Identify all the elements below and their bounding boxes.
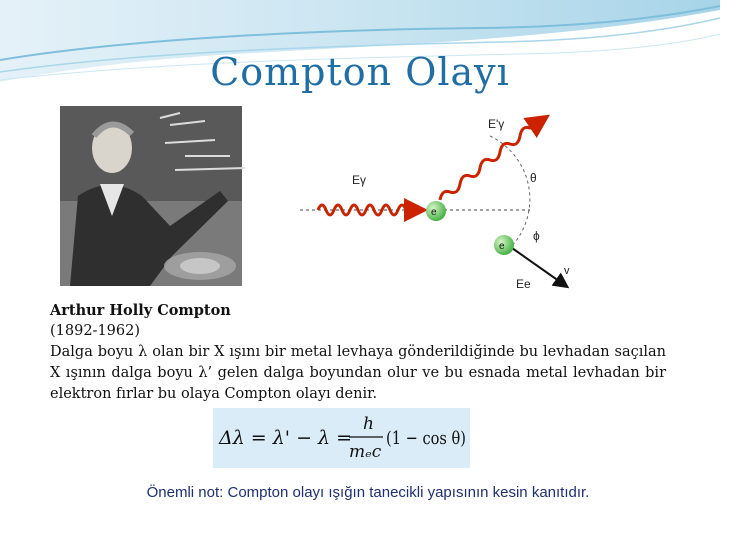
formula-denominator: mₑc bbox=[349, 442, 382, 462]
formula-lhs: Δλ = λ' − λ = bbox=[219, 427, 353, 449]
label-phi: ϕ bbox=[533, 229, 540, 243]
label-electron-initial: e bbox=[431, 207, 437, 218]
formula-numerator: h bbox=[363, 414, 374, 434]
compton-scattering-diagram bbox=[290, 108, 590, 298]
important-note: Önemli not: Compton olayı ışığın tanecikli yapısının kesin kanıtıdır. bbox=[146, 484, 590, 501]
compton-formula bbox=[213, 408, 470, 468]
label-electron-recoil: e bbox=[499, 241, 505, 252]
scientist-name: Arthur Holly Compton bbox=[50, 302, 231, 319]
page-title: Compton Olayı bbox=[210, 50, 510, 94]
compton-portrait-photo bbox=[60, 106, 242, 286]
label-scattered-photon: E'γ bbox=[488, 117, 505, 131]
formula-rhs: (1 − cos θ) bbox=[386, 428, 466, 449]
incoming-photon-wave bbox=[318, 205, 422, 215]
label-theta: θ bbox=[530, 171, 537, 185]
label-electron-energy: Ee bbox=[516, 277, 531, 291]
compton-description: Dalga boyu λ olan bir X ışını bir metal levhaya gönderildiğinde bu levhadan saçılan X ışının dalga boyu λ’ gelen dalga boyundan olur ve bu esnada metal levhadan bir elektron fırlar bu olaya Compton olayı denir. bbox=[50, 344, 666, 402]
label-incoming-photon: Eγ bbox=[352, 173, 367, 187]
scientist-years: (1892-1962) bbox=[50, 323, 141, 339]
caption-block bbox=[50, 300, 666, 405]
label-velocity: v bbox=[564, 265, 570, 277]
